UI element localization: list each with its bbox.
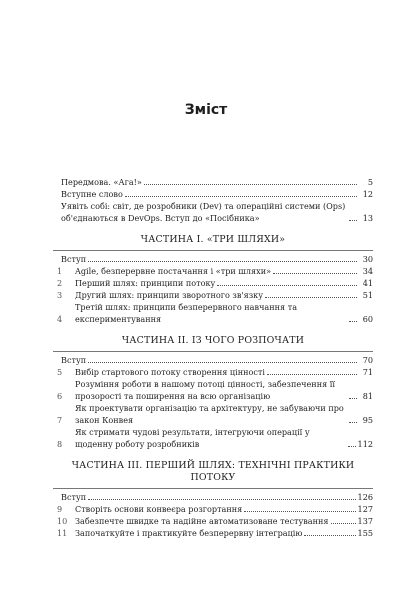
part-heading: ЧАСТИНА III. ПЕРШИЙ ШЛЯХ: ТЕХНІЧНІ ПРАКТИКИ ПОТОКУ — [71, 460, 355, 483]
dot-leader — [349, 422, 357, 423]
toc-entry[interactable] — [53, 515, 373, 527]
toc-entry[interactable] — [53, 354, 373, 366]
chapter-number: 2 — [57, 278, 63, 288]
chapter-number: 1 — [57, 266, 63, 276]
page-number: 137 — [357, 516, 373, 526]
dot-leader — [144, 184, 357, 185]
dot-leader — [217, 285, 357, 286]
entry-title: Третій шлях: принципи безперервного навчання та експериментування — [75, 302, 298, 324]
page-number: 155 — [357, 528, 373, 538]
entry-title: Передмова. «Ага!» — [61, 177, 142, 187]
dot-leader — [348, 446, 356, 447]
page-number: 51 — [362, 290, 373, 300]
toc-entry[interactable] — [53, 426, 373, 450]
chapter-number: 6 — [57, 391, 63, 401]
chapter-number: 4 — [57, 314, 63, 324]
page-number: 95 — [362, 415, 373, 425]
entry-title: Започаткуйте і практикуйте безперервну інтеграцію — [75, 528, 303, 538]
toc-entry[interactable] — [53, 289, 373, 301]
entry-title: Другий шлях: принципи зворотного зв'язку — [75, 290, 263, 300]
entry-title: Вступ — [61, 254, 87, 264]
chapter-number: 11 — [57, 528, 68, 538]
entry-title: Як стримати чудові результати, інтегруючи операції у щоденну роботу розробників — [75, 427, 310, 449]
front-matter-list — [53, 176, 373, 224]
chapter-number: 10 — [57, 516, 68, 526]
dot-leader — [349, 398, 357, 399]
toc-entry[interactable] — [53, 188, 373, 200]
dot-leader — [304, 535, 355, 536]
toc-entry[interactable] — [53, 176, 373, 188]
toc-entry[interactable] — [53, 301, 373, 325]
page-number: 127 — [357, 504, 373, 514]
toc-entry[interactable] — [53, 491, 373, 503]
page-number: 60 — [362, 314, 373, 324]
chapter-number: 3 — [57, 290, 63, 300]
toc-entry[interactable] — [53, 277, 373, 289]
page-number: 112 — [357, 439, 373, 449]
chapter-number: 8 — [57, 439, 63, 449]
toc-entry[interactable] — [53, 253, 373, 265]
toc-entry[interactable] — [53, 378, 373, 402]
table-of-contents — [53, 176, 373, 539]
part-divider — [53, 488, 373, 489]
chapter-number: 7 — [57, 415, 63, 425]
dot-leader — [273, 273, 357, 274]
entry-title: Вибір стартового потоку створення цінності — [75, 367, 265, 377]
entry-title: Забезпечте швидке та надійне автоматизоване тестування — [75, 516, 329, 526]
part-heading: ЧАСТИНА I. «ТРИ ШЛЯХИ» — [140, 234, 286, 245]
dot-leader — [88, 362, 357, 363]
page-number: 70 — [362, 355, 373, 365]
chapter-number: 9 — [57, 504, 63, 514]
toc-entry[interactable] — [53, 200, 373, 224]
dot-leader — [244, 511, 355, 512]
entry-title: Як проектувати організацію та архітектуру, не забуваючи про закон Конвея — [75, 403, 344, 425]
entry-title: Вступне слово — [61, 189, 123, 199]
dot-leader — [88, 261, 357, 262]
toc-entry[interactable] — [53, 503, 373, 515]
dot-leader — [331, 523, 356, 524]
page-number: 34 — [362, 266, 373, 276]
dot-leader — [125, 196, 357, 197]
toc-entry[interactable] — [53, 402, 373, 426]
entry-title: Розуміння роботи в нашому потоці цінності, забезпечення її прозорості та поширення на всю організацію — [75, 379, 335, 401]
entry-title: Перший шлях: принципи потоку — [75, 278, 216, 288]
page-number: 41 — [362, 278, 373, 288]
toc-entry[interactable] — [53, 527, 373, 539]
entry-title: Вступ — [61, 492, 87, 502]
part-heading: ЧАСТИНА II. ІЗ ЧОГО РОЗПОЧАТИ — [121, 335, 305, 346]
page-number: 71 — [362, 367, 373, 377]
page-number: 5 — [367, 177, 373, 187]
dot-leader — [267, 374, 357, 375]
toc-entry[interactable] — [53, 366, 373, 378]
entry-title: Agile, безперервне постачання і «три шляхи» — [75, 266, 272, 276]
page-title: Зміст — [184, 102, 228, 118]
part-divider — [53, 250, 373, 251]
page-number: 81 — [362, 391, 373, 401]
dot-leader — [88, 499, 355, 500]
part-divider — [53, 351, 373, 352]
entry-title: Уявіть собі: світ, де розробники (Dev) та операційні системи (Ops) об'єднаються в DevOps. Вступ до «Посібника» — [61, 201, 346, 223]
entry-title: Вступ — [61, 355, 87, 365]
dot-leader — [349, 220, 357, 221]
toc-entry[interactable] — [53, 265, 373, 277]
page-number: 13 — [362, 213, 373, 223]
page-number: 12 — [362, 189, 373, 199]
page-number: 126 — [357, 492, 373, 502]
chapter-number: 5 — [57, 367, 63, 377]
dot-leader — [265, 297, 357, 298]
page-number: 30 — [362, 254, 373, 264]
dot-leader — [349, 321, 357, 322]
entry-title: Створіть основи конвеєра розгортання — [75, 504, 243, 514]
parts-list — [53, 234, 373, 539]
